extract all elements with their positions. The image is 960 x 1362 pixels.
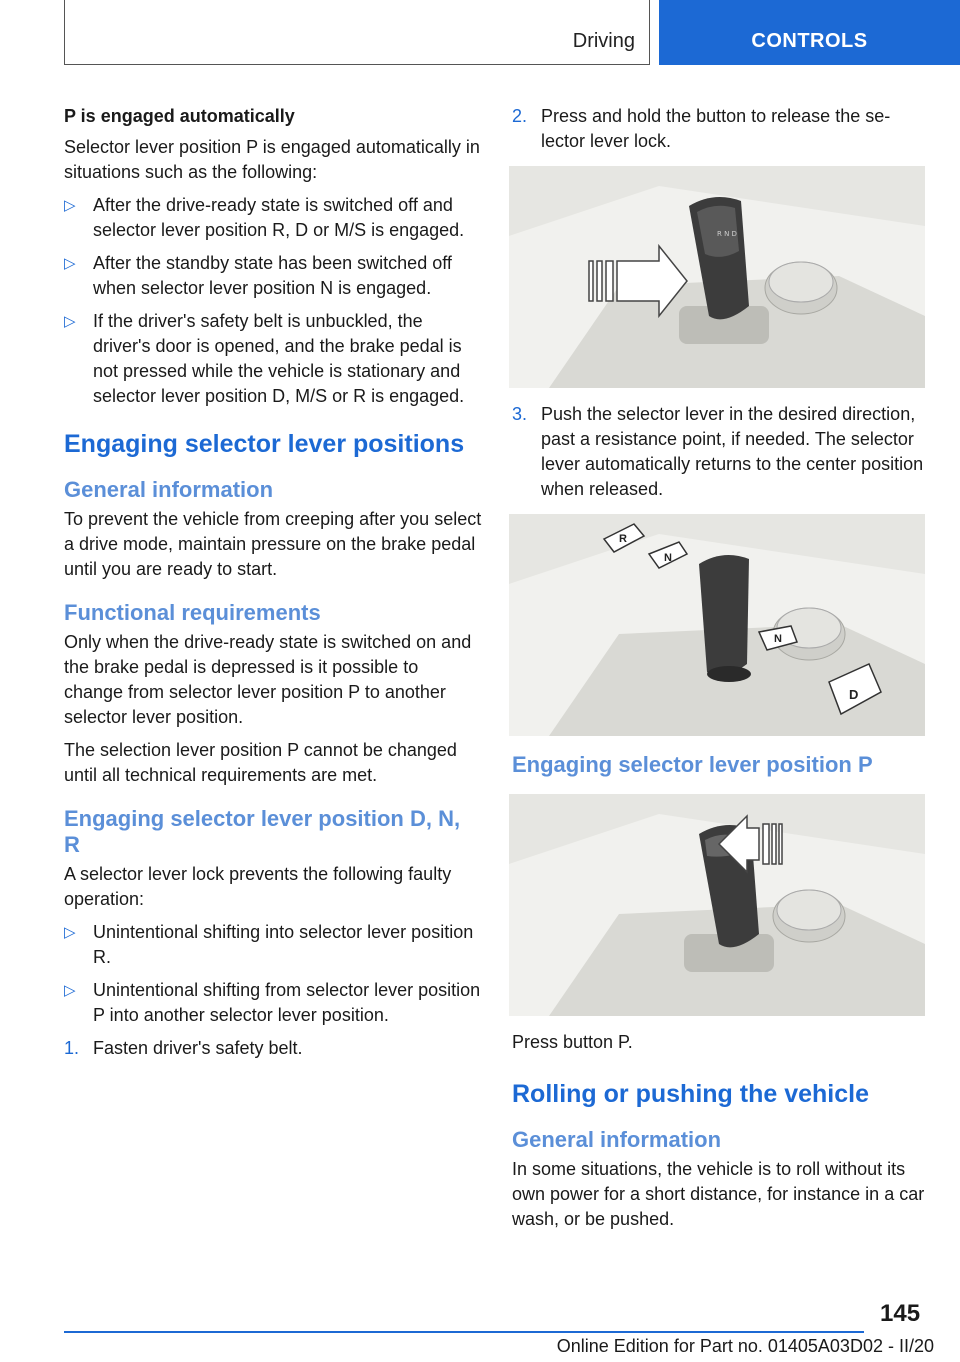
triangle-bullet-icon: ▷ [64,255,76,272]
svg-text:R N D: R N D [717,230,737,238]
left-column [64,104,482,1069]
triangle-bullet-icon: ▷ [64,313,76,330]
triangle-bullet-icon: ▷ [64,924,76,941]
section-title: Driving [572,30,635,52]
step-number: 2. [512,106,528,126]
selector-lever-directions-illustration [509,514,925,736]
list-item: ▷ After the standby state has been switched off when selector lever position N is engaged. [64,253,452,298]
p-auto-intro: Selector lever position P is engaged automatically in situations such as the following: [64,137,480,182]
step-3: 3. Push the selector lever in the desired direction, past a resistance point, if needed. The selector lever automatically returns to the center position when released. [512,404,924,499]
functional-text-2: The selection lever position P cannot be changed until all technical requirements are met. [64,740,457,785]
list-item: ▷ Unintentional shifting from selector lever position P into another selector lever position. [64,980,481,1025]
label-r: R [619,533,627,545]
p-instruction: Press button P. [512,1032,633,1052]
list-item: ▷ Unintentional shifting into selector lever position R. [64,922,474,967]
rolling-general-title: General information [512,1127,722,1152]
p-auto-heading: P is engaged automatically [64,106,295,126]
functional-text-1: Only when the drive-ready state is switched on and the brake pedal is depressed is it possible to change from selector lever position P to another selector lever position. [64,632,472,727]
step-1: 1. Fasten driver's safety belt. [64,1036,482,1061]
label-n-down: N [774,633,782,645]
step-2: 2. Press and hold the button to release the selector lever lock. [512,106,891,151]
page-number: 145 [880,1300,921,1327]
list-item: ▷ If the driver's safety belt is unbuckled, the driver's door is opened, and the brake pedal is not pressed while the vehicle is stationary and selector lever position D, M/S or R is engaged. [64,311,465,406]
dnr-title: Engaging selector lever position D, N, R [64,806,461,857]
rolling-text: In some situations, the vehicle is to roll without its own power for a short distance, for instance in a car wash, or be pushed. [512,1159,925,1229]
label-d: D [849,687,859,702]
dnr-text: A selector lever lock prevents the following faulty operation: [64,864,452,909]
triangle-bullet-icon: ▷ [64,197,76,214]
selector-lever-p-button-illustration [509,794,925,1016]
footer-edition: Online Edition for Part no. 01405A03D02 - II/20 [556,1336,934,1356]
footer-divider [64,1331,864,1333]
right-column [512,104,928,1240]
step-number: 1. [64,1038,80,1058]
engaging-p-title: Engaging selector lever position P [512,752,873,777]
selector-lever-unlock-illustration [509,166,925,388]
rolling-title: Rolling or pushing the vehicle [512,1080,869,1108]
chapter-tab [659,0,960,65]
general-info-title: General information [64,477,274,502]
chapter-tab-label: CONTROLS [751,30,868,52]
engaging-title: Engaging selector lever positions [64,430,465,458]
header-section-box [64,0,650,65]
step-number: 3. [512,404,528,424]
triangle-bullet-icon: ▷ [64,982,76,999]
functional-title: Functional requirements [64,600,321,625]
list-item: ▷ After the drive-ready state is switched off and selector lever position R, D or M/S is engaged. [64,195,465,240]
label-n-up: N [664,552,672,564]
general-info-text: To prevent the vehicle from creeping after you select a drive mode, maintain pressure on the brake pedal until you are ready to start. [64,509,482,579]
